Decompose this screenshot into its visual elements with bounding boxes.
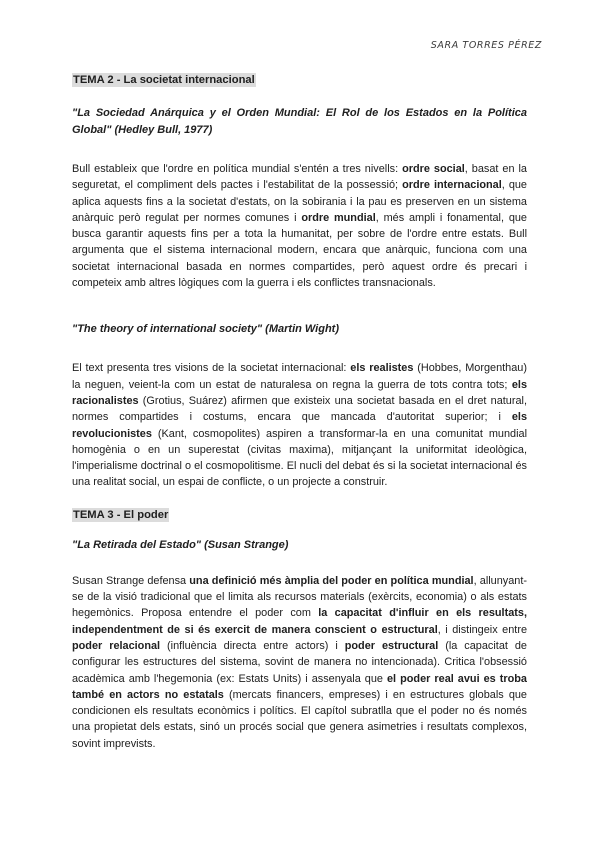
paragraph-strange [72, 573, 527, 752]
text-run: , basat en la seguretat, el compliment dels pactes i l'estabilitat de la possessió; [72, 163, 527, 192]
bold-term: la capacitat d'influir en els resultats, independentment de si és exercit de manera conscient o estructural [72, 607, 527, 636]
author-name: SARA TORRES PÉREZ [430, 40, 542, 51]
document-body [72, 70, 527, 752]
text-run: , més ampli i fonamental, que busca garantir aquests fins per a tota la humanitat, per sobre de l'ordre entre estats. Bull argumenta que el sistema internacional modern, encara que anàrquic, funciona com una societat internacional basada en normes compartides, però aquest ordre és precari i competeix amb altres lògiques com la guerra i els conflictes transnacionals. [72, 211, 527, 290]
text-run: (la capacitat de configurar les estructures del sistema, sovint de manera no intencionada). Critica l'obsessió acadèmica amb l'hegemonia (ex: Estats Units) i assenyala que [72, 639, 527, 685]
bold-term: ordre social [402, 163, 465, 175]
text-run: (Grotius, Suárez) afirmen que existeix una societat basada en el dret natural, normes compartides i costums, encara que mancada d'autoritat superior; i [72, 394, 527, 424]
section-heading-tema2: TEMA 2 - La societat internacional [73, 74, 255, 86]
text-run: (Hobbes, Morgenthau) la neguen, veient-la com un estat de naturalesa on regna la guerra de tots contra tots; [72, 362, 527, 391]
text-run: (mercats financers, empreses) i en estructures globals que condicionen els resultats econòmics i polítics. El capítol subratlla que el poder no és només una propietat dels estats, sinó un procés social que genera asimetries i resultats complexos, sovint imprevists. [72, 688, 527, 750]
reading-title-strange: "La Retirada del Estado" (Susan Strange) [72, 538, 289, 551]
bold-term: poder estructural [344, 639, 439, 652]
text-run: , que aplica aquests fins a la societat d'estats, on la sobirania i la pau es preserven en un sistema anàrquic però regulat per normes comunes i [72, 179, 527, 224]
bold-term: una definició més àmplia del poder en política mundial [189, 574, 474, 587]
text-run: , i distingeix entre [437, 623, 527, 636]
bold-term: el poder real avui es troba també en actors no estatals [72, 672, 527, 701]
text-run: Bull estableix que l'ordre en política mundial s'entén a tres nivells: [72, 163, 403, 175]
reading-title-bull: "La Sociedad Anárquica y el Orden Mundial: El Rol de los Estados en la Política Global" (Hedley Bull, 1977) [72, 107, 527, 136]
text-run: , allunyant-se de la visió tradicional que el limita als recursos materials (exèrcits, economia) o als estats hegemònics. Proposa entendre el poder com [72, 574, 528, 620]
section-heading-tema3: TEMA 3 - El poder [73, 508, 169, 521]
bold-term: poder relacional [72, 639, 161, 652]
bold-term: ordre internacional [402, 179, 502, 192]
bold-term: els racionalistes [72, 378, 527, 407]
paragraph-wight [72, 360, 527, 490]
text-run: (Kant, cosmopolites) aspiren a transformar-la en una comunitat mundial homogènia o en un superestat (civitas maxima), mitjançant la uniformitat ideològica, l'imperialisme doctrinal o el cosmopolitisme. El nucli del debat és si la societat internacional és una realitat social, un espai de conflicte, o un projecte a construir. [72, 427, 527, 489]
bold-term: els revolucionistes [72, 411, 527, 440]
reading-title-wight: "The theory of international society" (Martin Wight) [72, 323, 340, 336]
paragraph-bull [72, 161, 527, 291]
text-run: Susan Strange defensa [72, 574, 190, 587]
text-run: El text presenta tres visions de la societat internacional: [72, 362, 351, 375]
bold-term: els realistes [350, 362, 414, 375]
text-run: (influència directa entre actors) i [160, 639, 345, 652]
bold-term: ordre mundial [301, 211, 376, 224]
